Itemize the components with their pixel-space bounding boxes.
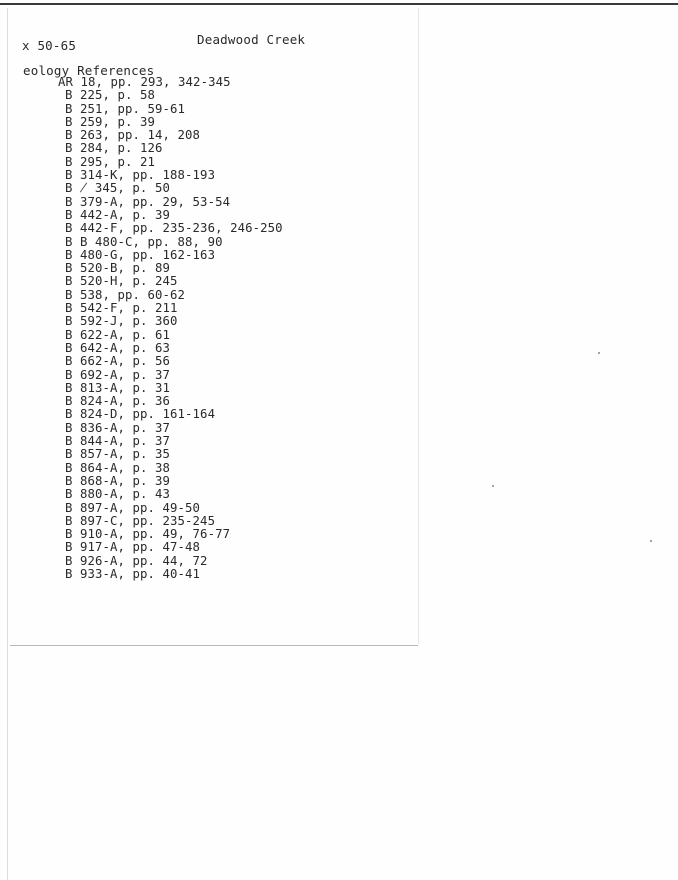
reference-item: B 284, p. 126: [65, 141, 163, 156]
scan-speck: [492, 485, 494, 487]
reference-list: [58, 76, 283, 581]
reference-item: B 225, p. 58: [65, 88, 156, 103]
reference-item: B 480-G, pp. 162-163: [65, 247, 216, 262]
reference-item: B 520-H, p. 245: [65, 274, 178, 289]
reference-item: B 538, pp. 60-62: [65, 287, 186, 302]
reference-item: B 263, pp. 14, 208: [65, 128, 201, 143]
scan-speck: [598, 352, 600, 354]
reference-item: B 251, pp. 59-61: [65, 101, 186, 116]
card-bottom-edge: [10, 645, 418, 646]
reference-item: B 910-A, pp. 49, 76-77: [65, 527, 231, 542]
reference-item: B 295, p. 21: [65, 154, 156, 169]
reference-item: B B 480-C, pp. 88, 90: [65, 234, 223, 249]
section-title: eology References: [23, 63, 155, 78]
reference-item: B 642-A, p. 63: [65, 340, 171, 355]
reference-item: B 897-C, pp. 235-245: [65, 513, 216, 528]
card-right-edge: [418, 8, 419, 644]
scan-speck: [650, 540, 652, 542]
reference-item: B 314-K, pp. 188-193: [65, 168, 216, 183]
reference-item: B 259, p. 39: [65, 114, 156, 129]
left-margin-line: [7, 8, 8, 880]
reference-item: B 379-A, pp. 29, 53-54: [65, 194, 231, 209]
reference-item: B 592-J, p. 360: [65, 314, 178, 329]
reference-item: B 442-A, p. 39: [65, 207, 171, 222]
reference-item: B 857-A, p. 35: [65, 447, 171, 462]
reference-item: B 542-F, p. 211: [65, 301, 178, 316]
reference-item: B 692-A, p. 37: [65, 367, 171, 382]
reference-item: B 520-B, p. 89: [65, 261, 171, 276]
reference-item: B 897-A, pp. 49-50: [65, 500, 201, 515]
reference-item: B 662-A, p. 56: [65, 354, 171, 369]
reference-item: B 844-A, p. 37: [65, 434, 171, 449]
reference-item: B 813-A, p. 31: [65, 380, 171, 395]
reference-item: B 442-F, pp. 235-236, 246-250: [65, 221, 283, 236]
reference-item: B 880-A, p. 43: [65, 487, 171, 502]
reference-item: B 824-A, p. 36: [65, 394, 171, 409]
reference-item: B 868-A, p. 39: [65, 473, 171, 488]
reference-item: B 917-A, pp. 47-48: [65, 540, 201, 555]
reference-item: B 836-A, p. 37: [65, 420, 171, 435]
card-title: Deadwood Creek: [197, 32, 306, 47]
reference-item: B 824-D, pp. 161-164: [65, 407, 216, 422]
top-border-line: [0, 3, 678, 5]
reference-item: B 933-A, pp. 40-41: [65, 566, 201, 581]
reference-item: B 622-A, p. 61: [65, 327, 171, 342]
reference-item: B ̸ 345, p. 50: [65, 181, 170, 196]
reference-item: B 864-A, p. 38: [65, 460, 171, 475]
card-number: x 50-65: [22, 38, 77, 53]
reference-item: AR 18, pp. 293, 342-345: [58, 75, 231, 89]
reference-item: B 926-A, pp. 44, 72: [65, 553, 208, 568]
